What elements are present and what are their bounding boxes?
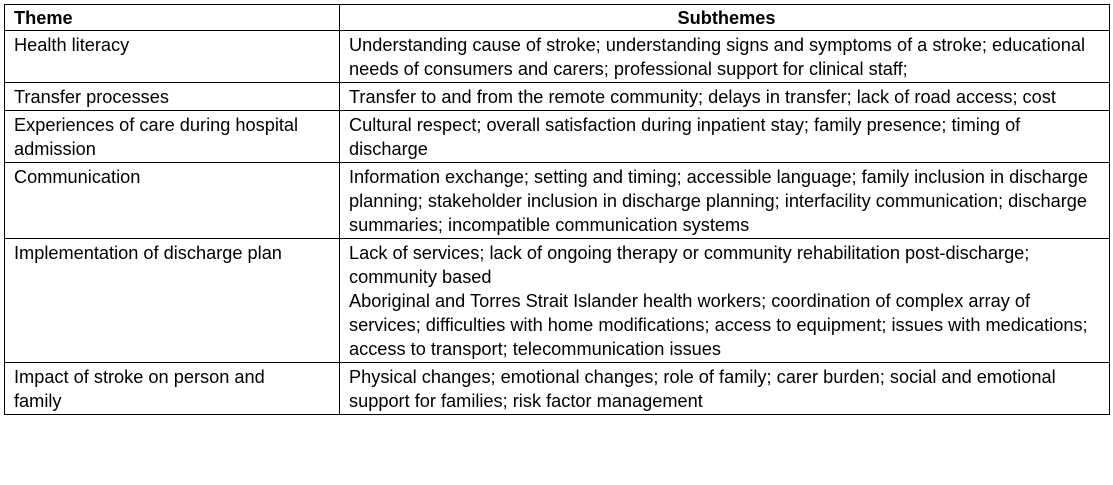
column-header-subthemes: Subthemes bbox=[340, 5, 1110, 31]
subthemes-text: Lack of services; lack of ongoing therapy or community rehabilitation post-discharge; community based bbox=[349, 243, 1030, 287]
theme-cell: Experiences of care during hospital admission bbox=[5, 111, 340, 163]
theme-cell: Health literacy bbox=[5, 31, 340, 83]
table-row bbox=[5, 31, 1110, 83]
table-row bbox=[5, 239, 1110, 363]
table-header-row bbox=[5, 5, 1110, 31]
table-row bbox=[5, 163, 1110, 239]
subthemes-text: Transfer to and from the remote community; delays in transfer; lack of road access; cost bbox=[349, 87, 1056, 107]
theme-cell: Implementation of discharge plan bbox=[5, 239, 340, 363]
table-row bbox=[5, 363, 1110, 415]
subthemes-cell bbox=[340, 363, 1110, 415]
subthemes-text: Physical changes; emotional changes; role of family; carer burden; social and emotional support for families; risk factor management bbox=[349, 367, 1056, 411]
theme-cell: Transfer processes bbox=[5, 83, 340, 111]
themes-table bbox=[4, 4, 1110, 415]
subthemes-text: Information exchange; setting and timing; accessible language; family inclusion in discharge planning; stakeholder inclusion in discharge planning; interfacility communication; discharge summaries; incompatible communication systems bbox=[349, 167, 1089, 235]
table-row bbox=[5, 83, 1110, 111]
subthemes-cell bbox=[340, 111, 1110, 163]
subthemes-cell bbox=[340, 83, 1110, 111]
subthemes-text: Cultural respect; overall satisfaction during inpatient stay; family presence; timing of discharge bbox=[349, 115, 1021, 159]
subthemes-cell bbox=[340, 31, 1110, 83]
theme-cell: Communication bbox=[5, 163, 340, 239]
column-header-theme: Theme bbox=[5, 5, 340, 31]
subthemes-text: Aboriginal and Torres Strait Islander health workers; coordination of complex array of services; difficulties with home modifications; access to equipment; issues with medications; access to transport; telecommunication issues bbox=[349, 291, 1088, 359]
subthemes-cell bbox=[340, 163, 1110, 239]
subthemes-cell bbox=[340, 239, 1110, 363]
theme-cell: Impact of stroke on person and family bbox=[5, 363, 340, 415]
subthemes-text: Understanding cause of stroke; understanding signs and symptoms of a stroke; educational needs of consumers and carers; professional support for clinical staff; bbox=[349, 35, 1086, 79]
table-row bbox=[5, 111, 1110, 163]
